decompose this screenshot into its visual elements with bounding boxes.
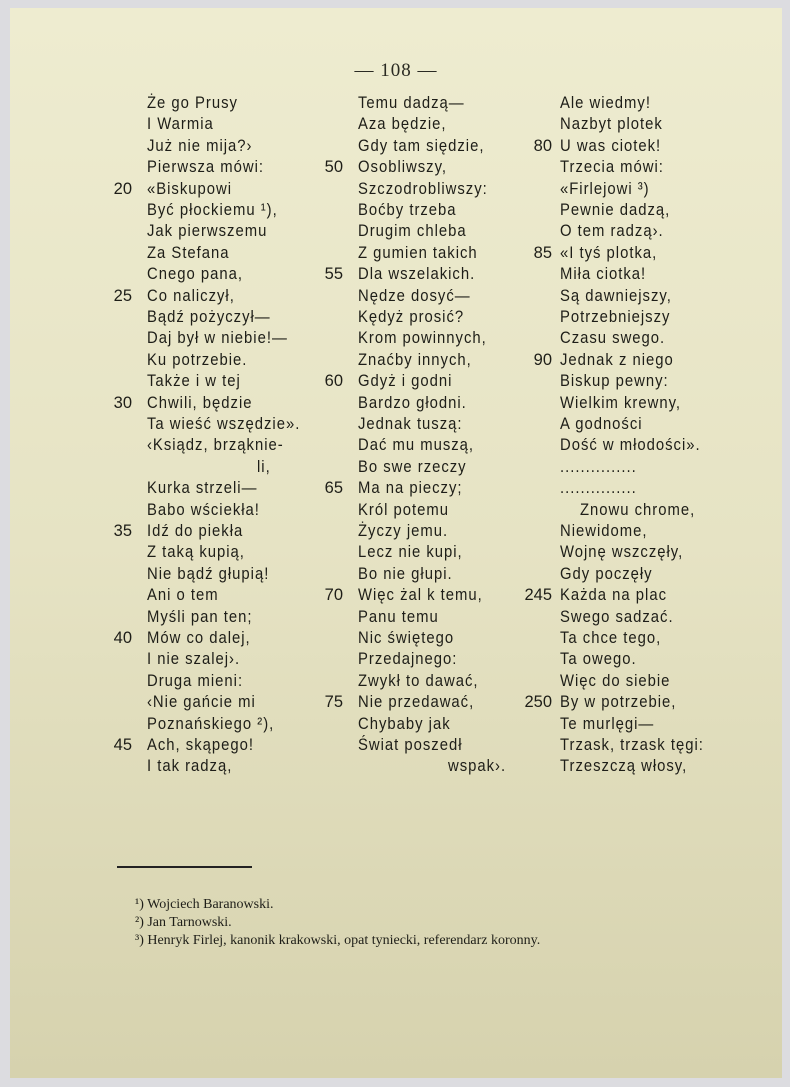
- verse-line: Czasu swego.: [560, 329, 666, 348]
- verse-line: Poznańskiego ²),: [147, 714, 275, 733]
- verse-line: Myśli pan ten;: [147, 607, 253, 626]
- verse-line: Daj był w niebie!—: [147, 329, 288, 348]
- verse-line: Ach, skąpego!: [147, 736, 254, 754]
- verse-line: Trzeszczą włosy,: [560, 757, 688, 776]
- verse-line: Świat poszedł: [358, 736, 463, 754]
- footnote: ³) Henryk Firlej, kanonik krakowski, opat tyniecki, referendarz koronny.: [135, 933, 541, 948]
- verse-line: Wielkim krewny,: [560, 393, 682, 412]
- verse-line: Ku potrzebie.: [147, 350, 248, 369]
- line-number: 65: [324, 479, 343, 498]
- verse-line: Pewnie dadzą,: [560, 201, 671, 219]
- verse-line: Bądź pożyczył—: [147, 308, 271, 326]
- verse-line: Te murlęgi—: [560, 714, 655, 733]
- verse-line: Są dawniejszy,: [560, 286, 672, 305]
- verse-line: Znowu chrome,: [580, 500, 696, 519]
- verse-line: Jednak tuszą:: [358, 415, 463, 433]
- verse-line: Trzask, trzask tęgi:: [560, 736, 704, 754]
- line-number: 45: [113, 736, 132, 754]
- line-number: 80: [533, 136, 552, 155]
- verse-line: Krom powinnych,: [358, 329, 487, 348]
- verse-line: Temu dadzą—: [358, 94, 465, 112]
- book-page: [10, 8, 782, 1078]
- verse-line: Dać mu muszą,: [358, 436, 475, 455]
- verse-line: Niewidome,: [560, 522, 648, 540]
- verse-line: Gdy tam siędzie,: [358, 136, 485, 155]
- verse-line: Ta chce tego,: [560, 629, 662, 647]
- line-number: 250: [524, 693, 552, 712]
- line-number: 40: [113, 629, 132, 647]
- verse-line: Jednak z niego: [560, 350, 674, 369]
- verse-line: Nazbyt plotek: [560, 115, 663, 134]
- line-number: 20: [113, 179, 132, 198]
- verse-line: Nie bądź głupią!: [147, 564, 270, 583]
- verse-line: ‹Nie gańcie mi: [147, 693, 256, 712]
- verse-line: By w potrzebie,: [560, 693, 677, 712]
- verse-line: Jak pierwszemu: [147, 222, 268, 241]
- verse-line: Być płockiemu ¹),: [147, 201, 278, 219]
- line-number: 90: [533, 350, 552, 369]
- verse-line: «Biskupowi: [147, 179, 233, 198]
- verse-line: Cnego pana,: [147, 265, 243, 284]
- verse-line: li,: [257, 457, 271, 476]
- verse-line: Za Stefana: [147, 243, 230, 262]
- verse-line: Idź do piekła: [147, 522, 244, 540]
- page-number: — 108 —: [354, 60, 438, 81]
- verse-line: Potrzebniejszy: [560, 308, 671, 326]
- verse-line: Dość w młodości».: [560, 436, 701, 455]
- verse-line: ...............: [560, 457, 637, 476]
- verse-line: Ta wieść wszędzie».: [147, 415, 301, 433]
- verse-line: Chwili, będzie: [147, 393, 253, 412]
- verse-line: Bo swe rzeczy: [358, 457, 467, 476]
- verse-line: Co naliczył,: [147, 286, 235, 305]
- verse-line: Gdyż i godni: [358, 372, 453, 391]
- line-number: 55: [324, 265, 343, 284]
- verse-line: I nie szalej›.: [147, 650, 241, 669]
- verse-line: Ani o tem: [147, 586, 219, 605]
- verse-line: «Firlejowi ³): [560, 179, 650, 198]
- verse-line: Nie przedawać,: [358, 693, 475, 712]
- verse-line: Z taką kupią,: [147, 543, 245, 562]
- verse-line: Mów co dalej,: [147, 629, 251, 647]
- line-number: 70: [324, 586, 343, 605]
- verse-line: U was ciotek!: [560, 136, 662, 155]
- verse-line: Drugim chleba: [358, 222, 467, 241]
- verse-line: Pierwsza mówi:: [147, 158, 265, 177]
- footnote: ²) Jan Tarnowski.: [135, 915, 232, 930]
- verse-line: Chybaby jak: [358, 714, 451, 733]
- line-number: 245: [524, 586, 552, 605]
- verse-line: Kędyż prosić?: [358, 308, 465, 326]
- line-number: 25: [113, 286, 132, 305]
- verse-line: Miła ciotka!: [560, 265, 647, 284]
- verse-line: Nic świętego: [358, 629, 455, 647]
- verse-line: Lecz nie kupi,: [358, 543, 463, 562]
- verse-line: Panu temu: [358, 607, 439, 626]
- line-number: 30: [113, 393, 132, 412]
- verse-line: «I tyś plotka,: [560, 243, 658, 262]
- verse-line: Zwykł to dawać,: [358, 671, 479, 690]
- verse-line: Ta owego.: [560, 650, 637, 669]
- verse-line: Ma na pieczy;: [358, 479, 463, 498]
- verse-line: Gdy poczęły: [560, 564, 653, 583]
- verse-line: Także i w tej: [147, 372, 241, 391]
- verse-line: wspak›.: [448, 757, 507, 776]
- verse-line: Druga mieni:: [147, 671, 244, 690]
- verse-line: Swego sadzać.: [560, 607, 674, 626]
- verse-line: Z gumien takich: [358, 243, 478, 262]
- verse-line: O tem radzą›.: [560, 222, 664, 241]
- footnote-rule: [117, 866, 252, 868]
- verse-line: Dla wszelakich.: [358, 265, 476, 284]
- verse-line: Bo nie głupi.: [358, 564, 453, 583]
- line-number: 35: [113, 522, 132, 540]
- line-number: 50: [324, 158, 343, 177]
- verse-line: ‹Ksiądz, brząknie-: [147, 436, 284, 455]
- verse-line: I tak radzą,: [147, 757, 233, 776]
- verse-line: Boćby trzeba: [358, 201, 457, 219]
- verse-line: Kurka strzeli—: [147, 479, 258, 498]
- verse-line: Król potemu: [358, 500, 449, 519]
- verse-line: Osobliwszy,: [358, 158, 448, 177]
- verse-line: Znaćby innych,: [358, 350, 472, 369]
- verse-line: Więc żal k temu,: [358, 586, 483, 605]
- verse-line: ...............: [560, 479, 637, 498]
- verse-line: A godności: [560, 415, 643, 433]
- verse-line: Trzecia mówi:: [560, 158, 664, 177]
- verse-line: Ale wiedmy!: [560, 94, 651, 112]
- verse-line: Nędze dosyć—: [358, 286, 471, 305]
- line-number: 75: [324, 693, 343, 712]
- footnote: ¹) Wojciech Baranowski.: [135, 897, 274, 912]
- verse-line: Więc do siebie: [560, 671, 671, 690]
- verse-line: Że go Prusy: [147, 94, 238, 112]
- verse-line: Życzy jemu.: [358, 522, 449, 540]
- line-number: 85: [533, 243, 552, 262]
- verse-line: Babo wściekła!: [147, 500, 260, 519]
- verse-line: Wojnę wszczęły,: [560, 543, 684, 562]
- verse-line: Przedajnego:: [358, 650, 458, 669]
- verse-line: Bardzo głodni.: [358, 393, 467, 412]
- verse-line: I Warmia: [147, 115, 214, 134]
- verse-line: Aza będzie,: [358, 115, 447, 134]
- verse-line: Szczodrobliwszy:: [358, 179, 488, 198]
- verse-line: Biskup pewny:: [560, 372, 669, 391]
- verse-line: Każda na plac: [560, 586, 668, 605]
- line-number: 60: [324, 372, 343, 391]
- verse-line: Już nie mija?›: [147, 136, 253, 155]
